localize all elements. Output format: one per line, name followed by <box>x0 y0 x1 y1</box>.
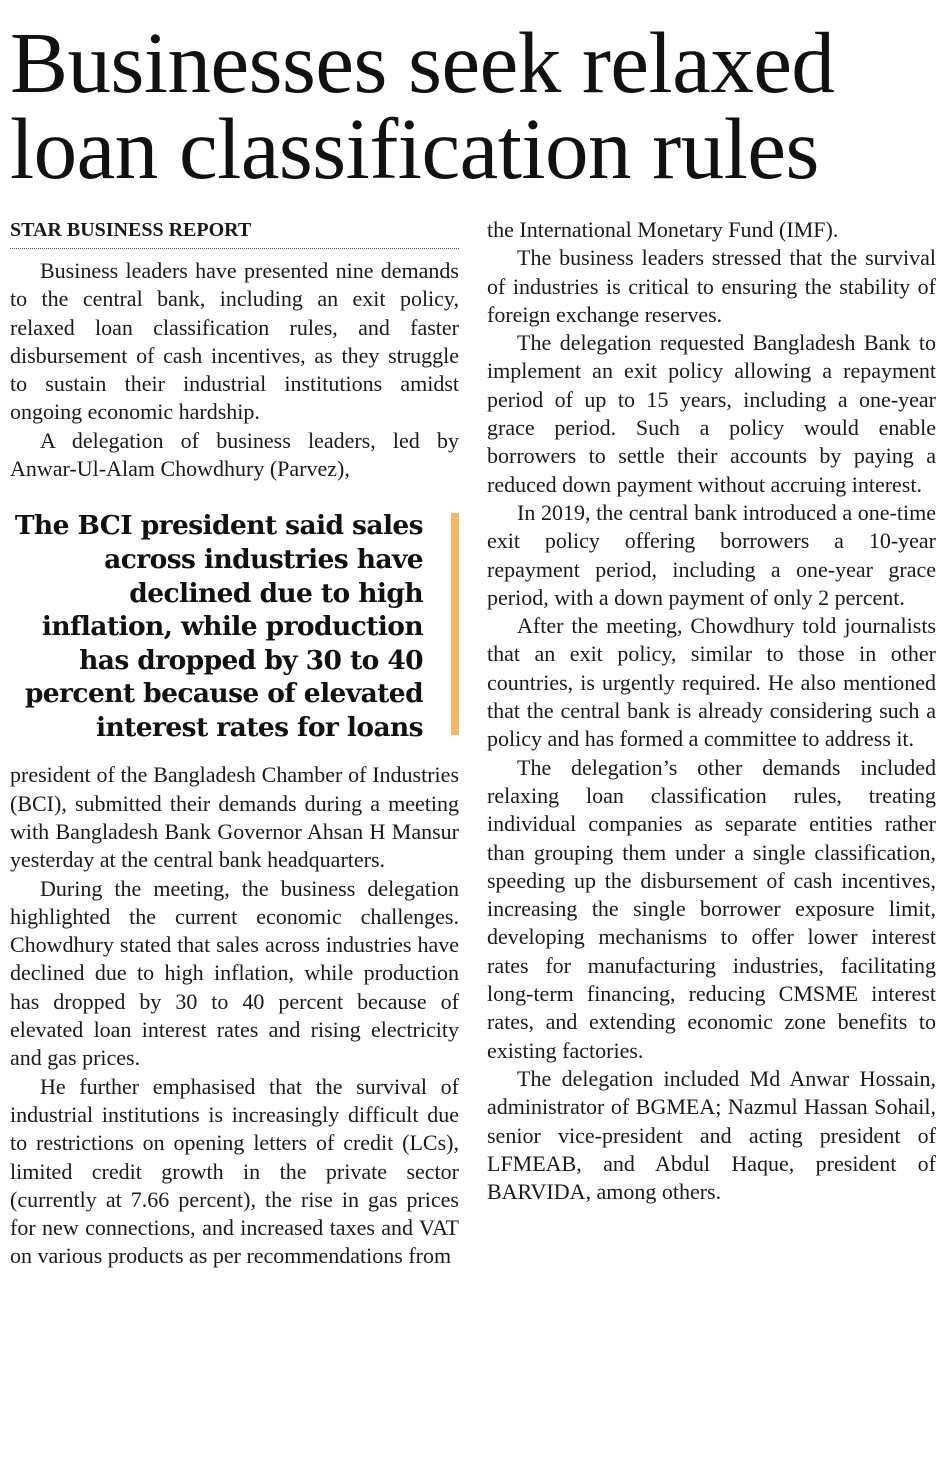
left-column <box>10 216 459 1271</box>
article-paragraph: The delegation included Md Anwar Hossain, administrator of BGMEA; Nazmul Hassan Sohail, senior vice-president and acting president of LFMEAB, and Abdul Haque, president of BARVIDA, among others. <box>487 1065 936 1205</box>
article-paragraph: The delegation’s other demands included relaxing loan classification rules, treating individual companies as separate entities rather than grouping them under a single classification, speeding up the disbursement of cash incentives, increasing the single borrower exposure limit, developing mechanisms to offer lower interest rates for manufacturing industries, facilitating long-term financing, reducing CMSME interest rates, and extending economic zone benefits to existing factories. <box>487 754 936 1063</box>
article-paragraph: president of the Bangladesh Chamber of Industries (BCI), submitted their demands during a meeting with Bangladesh Bank Governor Ahsan H Mansur yesterday at the central bank headquarters. <box>10 762 459 873</box>
article-paragraph: the International Monetary Fund (IMF). <box>487 217 839 242</box>
article-paragraph: Business leaders have presented nine demands to the central bank, including an exit policy, relaxed loan classification rules, and faster disbursement of cash incentives, as they struggle to sustain their industrial institutions amidst ongoing economic hardship. <box>10 258 459 425</box>
article-paragraph: The delegation requested Bangladesh Bank to implement an exit policy allowing a repayment period of up to 15 years, including a one-year grace period. Such a policy would enable borrowers to settle their accounts by paying a reduced down payment without accruing interest. <box>487 330 936 497</box>
article-paragraph: After the meeting, Chowdhury told journalists that an exit policy, similar to those in other countries, is urgently required. He also mentioned that the central bank is already considering such a policy and has formed a committee to address it. <box>487 613 936 752</box>
article-paragraph: He further emphasised that the survival of industrial institutions is increasingly difficult due to restrictions on opening letters of credit (LCs), limited credit growth in the private sector (currently at 7.66 percent), the rise in gas prices for new connections, and increased taxes and VAT on various products as per recommendations from <box>10 1073 459 1269</box>
article-paragraph: A delegation of business leaders, led by Anwar-Ul-Alam Chowdhury (Parvez), <box>10 427 459 482</box>
article-paragraph: In 2019, the central bank introduced a one-time exit policy offering borrowers a 10-year repayment period, including a one-year grace period, with a down payment of only 2 percent. <box>487 499 936 610</box>
pull-quote-accent-bar <box>451 513 459 735</box>
pull-quote-text: The BCI president said sales across industries have declined due to high inflation, while production has dropped by 30 to 40 percent because of elevated interest rates for loans <box>14 510 423 743</box>
byline: STAR BUSINESS REPORT <box>10 216 459 249</box>
article-paragraph: During the meeting, the business delegation highlighted the current economic challenges. Chowdhury stated that sales across industries have declined due to high inflation, while production has dropped by 30 to 40 percent because of elevated loan interest rates and rising electricity and gas prices. <box>10 875 459 1071</box>
right-column <box>487 216 936 1206</box>
pull-quote <box>10 509 459 743</box>
headline: Businesses seek relaxed loan classification rules <box>10 14 835 197</box>
article-paragraph: The business leaders stressed that the survival of industries is critical to ensuring the stability of foreign exchange reserves. <box>487 245 936 327</box>
